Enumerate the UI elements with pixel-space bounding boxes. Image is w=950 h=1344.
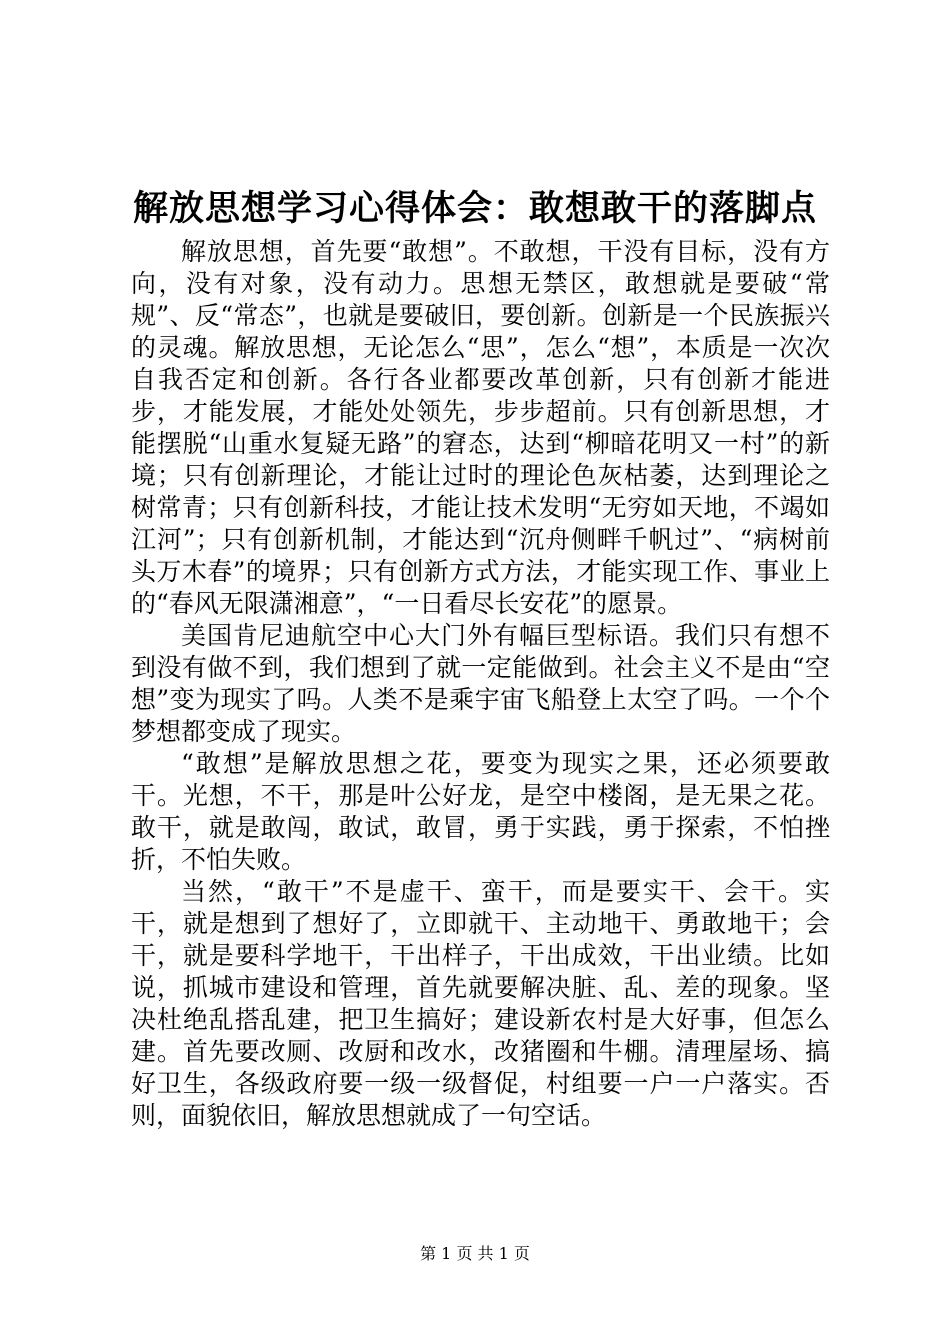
paragraph: “敢想”是解放思想之花，要变为现实之果，还必须要敢干。光想，不干，那是叶公好龙，是空中楼阁，是无果之花。敢干，就是敢闯，敢试，敢冒，勇于实践，勇于探索，不怕挫折，不怕失败。 (131, 749, 830, 874)
paragraph: 解放思想，首先要“敢想”。不敢想，干没有目标，没有方向，没有对象，没有动力。思想无禁区，敢想就是要破“常规”、反“常态”，也就是要破旧，要创新。创新是一个民族振兴的灵魂。解放思想，无论怎么“思”，怎么“想”，本质是一次次自我否定和创新。各行各业都要改革创新，只有创新才能进步，才能发展，才能处处领先，步步超前。只有创新思想，才能摆脱“山重水复疑无路”的窘态，达到“柳暗花明又一村”的新境；只有创新理论，才能让过时的理论色灰枯萎，达到理论之树常青；只有创新科技，才能让技术发明“无穷如天地，不竭如江河”；只有创新机制，才能达到“沉舟侧畔千帆过”、“病树前头万木春”的境界；只有创新方式方法，才能实现工作、事业上的“春风无限潇湘意”，“一日看尽长安花”的愿景。 (131, 237, 830, 618)
page-number-footer: 第 1 页 共 1 页 (420, 1244, 530, 1263)
document-title: 解放思想学习心得体会：敢想敢干的落脚点 (132, 189, 817, 229)
document-body (131, 236, 830, 1132)
paragraph: 美国肯尼迪航空中心大门外有幅巨型标语。我们只有想不到没有做不到，我们想到了就一定能做到。社会主义不是由“空想”变为现实了吗。人类不是乘宇宙飞船登上太空了吗。一个个梦想都变成了现实。 (131, 621, 830, 746)
paragraph: 当然，“敢干”不是虚干、蛮干，而是要实干、会干。实干，就是想到了想好了，立即就干、主动地干、勇敢地干；会干，就是要科学地干，干出样子，干出成效，干出业绩。比如说，抓城市建设和管理，首先就要解决脏、乱、差的现象。坚决杜绝乱搭乱建，把卫生搞好；建设新农村是大好事，但怎么建。首先要改厕、改厨和改水，改猪圈和牛棚。清理屋场、搞好卫生，各级政府要一级一级督促，村组要一户一户落实。否则，面貌依旧，解放思想就成了一句空话。 (131, 877, 830, 1130)
